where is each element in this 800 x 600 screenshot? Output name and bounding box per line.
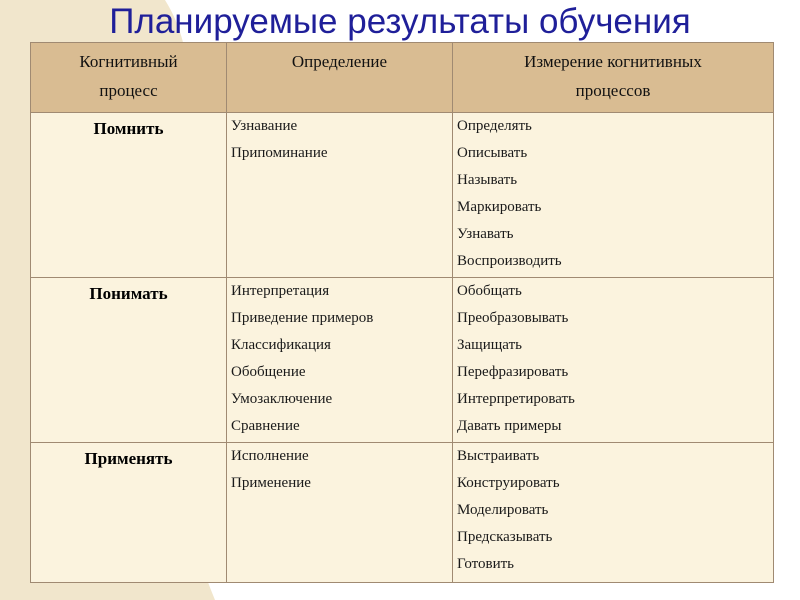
measurement-item: Конструировать: [457, 475, 560, 491]
table-row: [31, 278, 774, 443]
definition-item: Припоминание: [231, 145, 328, 161]
definition-cell: [227, 443, 453, 583]
measurement-item: Узнавать: [457, 226, 514, 242]
definition-item: Исполнение: [231, 448, 309, 464]
measurement-cell: [453, 443, 774, 583]
measurement-item: Моделировать: [457, 502, 549, 518]
measurement-item: Описывать: [457, 145, 528, 161]
header-cognitive-process: [31, 43, 227, 113]
definition-item: Классификация: [231, 337, 331, 353]
table-row: [31, 113, 774, 278]
process-cell: Помнить: [31, 113, 227, 278]
measurement-item: Перефразировать: [457, 364, 569, 380]
slide-title: Планируемые результаты обучения: [109, 2, 691, 41]
learning-outcomes-table: [30, 42, 774, 583]
header-cognitive-process-line1: Когнитивный: [79, 52, 178, 71]
measurement-item: Интерпретировать: [457, 391, 575, 407]
process-cell: Применять: [31, 443, 227, 583]
definition-item: Приведение примеров: [231, 310, 374, 326]
measurement-item: Предсказывать: [457, 529, 553, 545]
measurement-item: Обобщать: [457, 283, 522, 299]
definition-item: Узнавание: [231, 118, 298, 134]
definition-item: Интерпретация: [231, 283, 330, 299]
measurement-item: Выстраивать: [457, 448, 540, 464]
definition-item: Обобщение: [231, 364, 306, 380]
definition-cell: [227, 113, 453, 278]
measurement-item: Защищать: [457, 337, 522, 353]
table-header-row: [31, 43, 774, 113]
definition-cell: [227, 278, 453, 443]
header-measurement: [453, 43, 774, 113]
measurement-item: Готовить: [457, 556, 515, 572]
measurement-cell: [453, 278, 774, 443]
measurement-item: Маркировать: [457, 199, 542, 215]
definition-item: Сравнение: [231, 418, 300, 434]
header-measurement-line1: Измерение когнитивных: [524, 52, 702, 71]
header-definition: [227, 43, 453, 113]
process-cell: Понимать: [31, 278, 227, 443]
header-measurement-line2: процессов: [575, 81, 651, 100]
measurement-cell: [453, 113, 774, 278]
header-cognitive-process-line2: процесс: [99, 81, 158, 100]
table-row: [31, 443, 774, 583]
measurement-item: Воспроизводить: [457, 253, 562, 269]
measurement-item: Определять: [457, 118, 532, 134]
definition-item: Умозаключение: [231, 391, 333, 407]
measurement-item: Давать примеры: [457, 418, 562, 434]
measurement-item: Преобразовывать: [457, 310, 569, 326]
definition-item: Применение: [231, 475, 311, 491]
header-definition-line1: Определение: [291, 52, 388, 71]
measurement-item: Называть: [457, 172, 518, 188]
